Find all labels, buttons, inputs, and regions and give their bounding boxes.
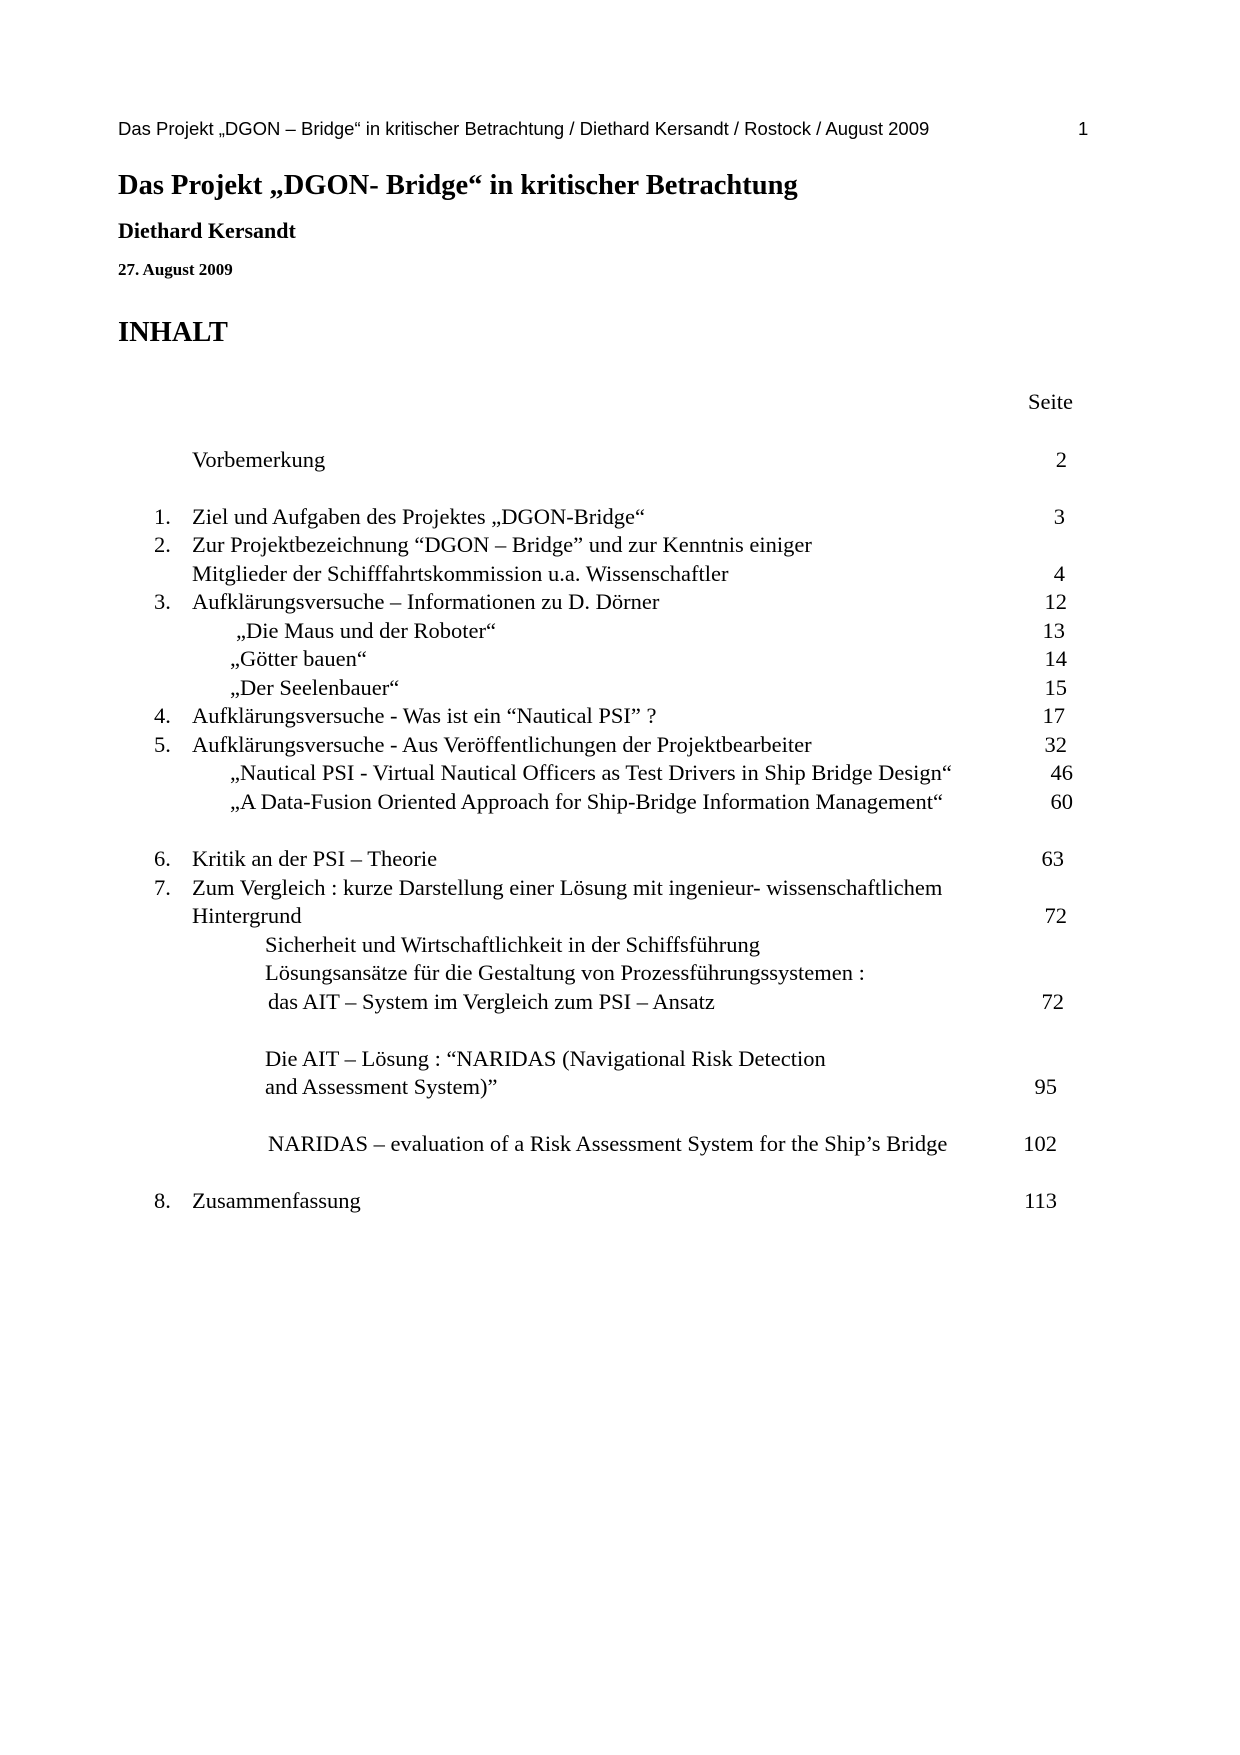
toc-entry-title[interactable]: Ziel und Aufgaben des Projektes „DGON-Bridge“ [192, 504, 646, 529]
toc-entry-page: 113 [1024, 1188, 1057, 1213]
running-header: Das Projekt „DGON – Bridge“ in kritischer Betrachtung / Diethard Kersandt / Rostock / August 2009 [118, 118, 930, 139]
toc-entry-title-line-2[interactable]: and Assessment System)” [265, 1074, 498, 1099]
toc-entry-page: 12 [1044, 589, 1067, 614]
toc-entry-title[interactable]: „Götter bauen“ [230, 646, 367, 671]
toc-entry-number: 3. [154, 589, 171, 614]
toc-entry-number: 1. [154, 504, 171, 529]
document-author: Diethard Kersandt [118, 218, 296, 243]
toc-entry-title[interactable]: „Nautical PSI - Virtual Nautical Officers as Test Drivers in Ship Bridge Design“ [230, 760, 952, 785]
toc-entry-page: 17 [1042, 703, 1065, 728]
toc-entry-number: 4. [154, 703, 171, 728]
toc-entry-title-line-2[interactable]: Mitglieder der Schifffahrtskommission u.a. Wissenschaftler [192, 561, 729, 586]
toc-entry-page: 60 [1050, 789, 1073, 814]
toc-entry-title[interactable]: „A Data-Fusion Oriented Approach for Ship-Bridge Information Management“ [230, 789, 943, 814]
toc-entry-page: 3 [1053, 504, 1065, 529]
toc-entry-title[interactable]: NARIDAS – evaluation of a Risk Assessment System for the Ship’s Bridge [268, 1131, 948, 1156]
toc-entry-page: 4 [1053, 561, 1065, 586]
toc-entry-page: 72 [1041, 989, 1064, 1014]
toc-entry-title[interactable]: „Der Seelenbauer“ [230, 675, 400, 700]
toc-entry-title-line-2[interactable]: Lösungsansätze für die Gestaltung von Prozessführungssystemen : [265, 960, 865, 985]
toc-entry-page: 14 [1044, 646, 1067, 671]
toc-entry-page: 63 [1041, 846, 1064, 871]
toc-entry-number: 5. [154, 732, 171, 757]
toc-entry-page: 13 [1042, 618, 1065, 643]
toc-entry-title-line-1[interactable]: Zur Projektbezeichnung “DGON – Bridge” und zur Kenntnis einiger [192, 532, 812, 557]
toc-entry-title[interactable]: Aufklärungsversuche – Informationen zu D. Dörner [192, 589, 660, 614]
toc-entry-page: 32 [1044, 732, 1067, 757]
toc-entry-title-line-3[interactable]: das AIT – System im Vergleich zum PSI – Ansatz [268, 989, 715, 1014]
toc-entry-title[interactable]: Zusammenfassung [192, 1188, 361, 1213]
toc-entry-number: 2. [154, 532, 171, 557]
toc-entry-title[interactable]: Aufklärungsversuche - Was ist ein “Nautical PSI” ? [192, 703, 657, 728]
toc-entry-number: 8. [154, 1188, 171, 1213]
toc-entry-page: 2 [1055, 447, 1067, 472]
toc-entry-page: 95 [1034, 1074, 1057, 1099]
document-title: Das Projekt „DGON- Bridge“ in kritischer Betrachtung [118, 170, 798, 201]
toc-entry-title[interactable]: Vorbemerkung [192, 447, 326, 472]
toc-heading: INHALT [118, 317, 228, 348]
toc-entry-title[interactable]: Kritik an der PSI – Theorie [192, 846, 438, 871]
toc-entry-title-line-1[interactable]: Die AIT – Lösung : “NARIDAS (Navigational Risk Detection [265, 1046, 826, 1071]
toc-entry-page: 102 [1023, 1131, 1057, 1156]
toc-entry-number: 6. [154, 846, 171, 871]
toc-entry-title[interactable]: Aufklärungsversuche - Aus Veröffentlichungen der Projektbearbeiter [192, 732, 812, 757]
toc-entry-page: 72 [1044, 903, 1067, 928]
toc-entry-title-line-2[interactable]: Hintergrund [192, 903, 302, 928]
toc-entry-number: 7. [154, 875, 171, 900]
toc-entry-page: 15 [1044, 675, 1067, 700]
page-number: 1 [1078, 118, 1089, 139]
toc-page-column-label: Seite [1028, 389, 1073, 414]
document-date: 27. August 2009 [118, 260, 233, 279]
toc-entry-title-line-1[interactable]: Sicherheit und Wirtschaftlichkeit in der Schiffsführung [265, 932, 761, 957]
toc-entry-page: 46 [1050, 760, 1073, 785]
toc-entry-title[interactable]: „Die Maus und der Roboter“ [236, 618, 496, 643]
toc-entry-title-line-1[interactable]: Zum Vergleich : kurze Darstellung einer Lösung mit ingenieur- wissenschaftlichem [192, 875, 943, 900]
